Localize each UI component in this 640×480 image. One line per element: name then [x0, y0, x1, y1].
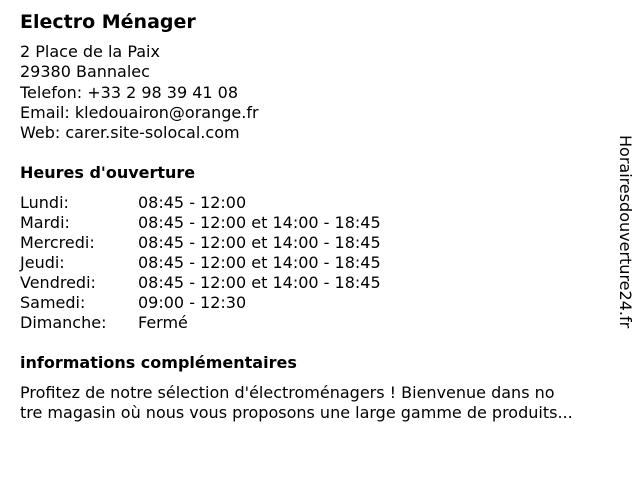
time-value: 08:45 - 12:00 et 14:00 - 18:45: [138, 233, 381, 252]
address-line-city: 29380 Bannalec: [20, 62, 150, 82]
time-value: 08:45 - 12:00: [138, 193, 247, 212]
day-label: Jeudi:: [20, 253, 65, 272]
day-label: Mardi:: [20, 213, 70, 232]
day-label: Dimanche:: [20, 313, 107, 332]
day-label: Vendredi:: [20, 273, 96, 292]
day-label: Samedi:: [20, 293, 86, 312]
hours-row-friday: [20, 273, 500, 293]
hours-row-thursday: [20, 253, 500, 273]
hours-row-wednesday: [20, 233, 500, 253]
website-link[interactable]: Web: carer.site-solocal.com: [20, 123, 240, 143]
site-watermark: Horairesdouverture24.fr: [616, 135, 635, 329]
address-line-street: 2 Place de la Paix: [20, 42, 160, 61]
additional-info-heading: informations complémentaires: [20, 353, 297, 372]
day-label: Mercredi:: [20, 233, 95, 252]
opening-hours-table: [20, 193, 500, 333]
day-label: Lundi:: [20, 193, 69, 212]
hours-row-tuesday: [20, 213, 500, 233]
time-value: 08:45 - 12:00 et 14:00 - 18:45: [138, 213, 381, 232]
time-value: 09:00 - 12:30: [138, 293, 247, 312]
additional-info-text: [20, 383, 573, 423]
phone-number[interactable]: Telefon: +33 2 98 39 41 08: [20, 82, 239, 102]
email-address[interactable]: Email: kledouairon@orange.fr: [20, 102, 259, 122]
hours-row-saturday: [20, 293, 500, 313]
time-value: Fermé: [138, 313, 188, 332]
contact-block: [20, 42, 259, 143]
hours-row-monday: [20, 193, 500, 213]
time-value: 08:45 - 12:00 et 14:00 - 18:45: [138, 253, 381, 272]
opening-hours-heading: Heures d'ouverture: [20, 163, 196, 182]
description-line: tre magasin où nous vous proposons une large gamme de produits...: [20, 403, 573, 422]
business-name: Electro Ménager: [20, 11, 196, 33]
hours-row-sunday: [20, 313, 500, 333]
description-line: Profitez de notre sélection d'électroménagers ! Bienvenue dans no: [20, 383, 555, 402]
time-value: 08:45 - 12:00 et 14:00 - 18:45: [138, 273, 381, 292]
